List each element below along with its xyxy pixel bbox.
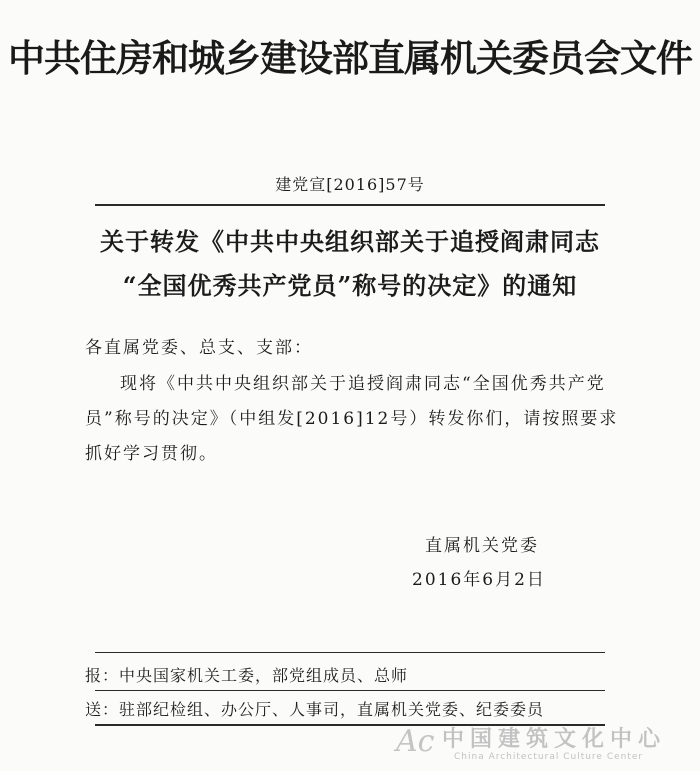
body-paragraph-line-1: 现将《中共中央组织部关于追授阎肃同志“全国优秀共产党: [120, 374, 606, 394]
watermark-english-text: China Architectural Culture Center: [454, 752, 644, 762]
body-paragraph-line-3: 抓好学习贯彻。: [85, 444, 218, 464]
signing-organization: 直属机关党委: [425, 536, 539, 556]
document-header-title: 中共住房和城乡建设部直属机关委员会文件: [8, 37, 692, 80]
watermark: [396, 718, 686, 766]
body-paragraph-line-2: 员”称号的决定》（中组发[2016]12号）转发你们，请按照要求: [85, 409, 619, 429]
salutation: 各直属党委、总支、支部：: [85, 338, 313, 358]
subject-line-2: “全国优秀共产党员”称号的决定》的通知: [122, 271, 578, 300]
send-to-line: 送：驻部纪检组、办公厅、人事司，直属机关党委、纪委委员: [85, 700, 545, 719]
header-divider: [95, 204, 605, 206]
watermark-logo-icon: Ac: [396, 724, 435, 759]
signing-date: 2016年6月2日: [412, 570, 546, 590]
distribution-divider-middle: [95, 690, 605, 691]
report-to-line: 报：中央国家机关工委，部党组成员、总师: [85, 666, 409, 685]
distribution-divider-top: [95, 652, 605, 653]
watermark-chinese-text: 中国建筑文化中心: [442, 727, 667, 752]
subject-line-1: 关于转发《中共中央组织部关于追授阎肃同志: [100, 227, 600, 256]
document-number: 建党宣[2016]57号: [275, 175, 425, 194]
